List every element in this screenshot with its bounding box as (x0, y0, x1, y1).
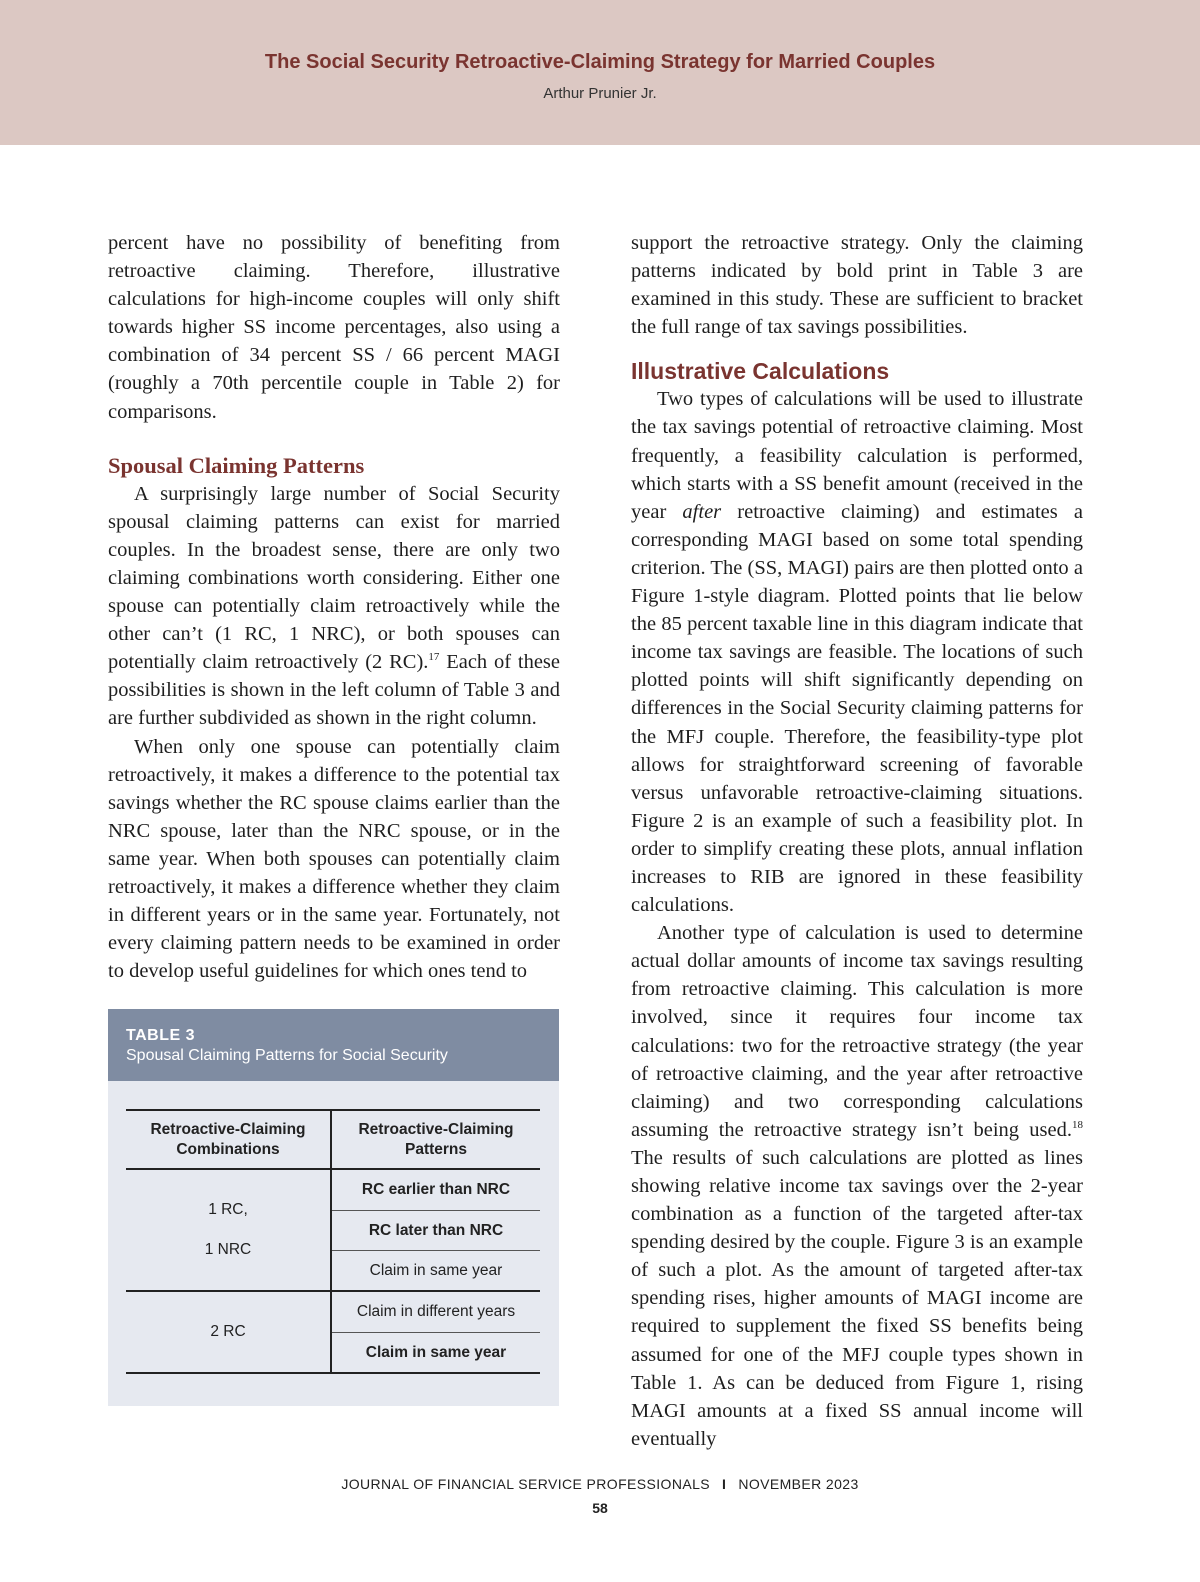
illustrative-paragraph-1 (631, 385, 1083, 919)
right-column (631, 229, 1083, 1453)
table-label: TABLE 3 (126, 1027, 195, 1044)
spousal-paragraph-1 (108, 480, 560, 733)
pattern-cell: Claim in same year (332, 1250, 540, 1290)
table-group-1rc (126, 1170, 540, 1290)
page-number: 58 (592, 1500, 608, 1516)
combo-label: 1 RC, (208, 1201, 248, 1218)
journal-name: JOURNAL OF FINANCIAL SERVICE PROFESSIONALS (341, 1476, 711, 1492)
footnote-ref-18: 18 (1072, 1118, 1083, 1131)
header-band (0, 0, 1200, 145)
claiming-patterns-table (126, 1109, 540, 1374)
illustrative-p2-text-cont: The results of such calculations are plotted as lines showing relative income tax savings over the 2-year combination as a function of the targeted after-tax spending desired by the couple. Figure 3 is an example of such a plot. As the amount of targeted after-tax spending rises, higher amounts of MAGI income are required to supplement the fixed SS benefits being assumed for one of the MFJ couple types shown in Table 1. As can be deduced from Figure 1, rising MAGI amounts at a fixed SS annual income will eventually (631, 1146, 1083, 1450)
table-3 (108, 1009, 559, 1406)
spousal-p1-text-cont: Each of these possibilities is shown in the left column of Table 3 and are further subdivided as shown in the right column. (108, 651, 560, 730)
page-footer (0, 1476, 1200, 1492)
pattern-cell: Claim in different years (356, 1303, 516, 1320)
combo-cell (126, 1170, 332, 1290)
footer-separator: I (722, 1476, 727, 1492)
section-heading-spousal: Spousal Claiming Patterns (108, 452, 365, 478)
section-heading-illustrative: Illustrative Calculations (631, 358, 890, 385)
spousal-p1-text: A surprisingly large number of Social Security spousal claiming patterns can exist for married couples. In the broadest sense, there are only two claiming combinations worth considering. Either one spouse can potentially claim retroactively while the other can’t (1 RC, 1 NRC), or both spouses can potentially claim retroactively (2 RC). (108, 482, 560, 674)
pattern-cell: RC later than NRC (332, 1210, 540, 1250)
table-group-2rc (126, 1290, 540, 1372)
article-title: The Social Security Retroactive-Claiming Strategy for Married Couples (264, 51, 936, 73)
spousal-paragraph-2: When only one spouse can potentially claim retroactively, it makes a difference to the potential tax savings whether the RC spouse claims earlier than the NRC spouse, later than the NRC spouse, or in the same year. When both spouses can potentially claim retroactively, it makes a difference whether they claim in different years or in the same year. Fortunately, not every claiming pattern needs to be examined in order to develop useful guidelines for which ones tend to (108, 735, 560, 983)
pattern-cell: Claim in same year (332, 1332, 540, 1372)
col-header-combinations: Retroactive-Claiming Combinations (126, 1111, 332, 1168)
left-column (108, 229, 560, 985)
illustrative-p1-text: Two types of calculations will be used to illustrate the tax savings potential of retroactive claiming. Most frequently, a feasibility calculation is performed, which starts with a SS benefit amount (received in the year (631, 388, 1083, 523)
combo-cell (126, 1292, 332, 1372)
illustrative-p2-text: Another type of calculation is used to determine actual dollar amounts of income tax savings resulting from retroactive claiming. This calculation is more involved, since it requires four income tax calculations: two for the retroactive strategy (the year of retroactive claiming, and the year after retroactive claiming) and two corresponding calculations assuming the retroactive strategy isn’t being used. (631, 922, 1083, 1141)
table-header-bar (108, 1009, 559, 1081)
article-author: Arthur Prunier Jr. (543, 85, 657, 102)
table-caption: Spousal Claiming Patterns for Social Security (126, 1047, 448, 1064)
right-intro-paragraph: support the retroactive strategy. Only the claiming patterns indicated by bold print in Table 3 are examined in this study. These are sufficient to bracket the full range of tax savings possibilities. (631, 232, 1083, 339)
issue-date: NOVEMBER 2023 (738, 1476, 859, 1492)
illustrative-p1-text-cont: retroactive claiming) and estimates a corresponding MAGI based on some total spending criterion. The (SS, MAGI) pairs are then plotted onto a Figure 1-style diagram. Plotted points that lie below the 85 percent taxable line in this diagram indicate that income tax savings are feasible. The locations of such plotted points will shift significantly depending on differences in the Social Security claiming patterns for the MFJ couple. Therefore, the feasibility-type plot allows for straightforward screening of favorable versus unfavorable retroactive-claiming situations. Figure 2 is an example of such a feasibility plot. In order to simplify creating these plots, annual inflation increases to RIB are ignored in these feasibility calculations. (631, 500, 1083, 917)
combo-label: 2 RC (210, 1323, 246, 1340)
pattern-cell: RC earlier than NRC (361, 1181, 511, 1198)
left-intro-paragraph: percent have no possibility of benefiting from retroactive claiming. Therefore, illustrative calculations for high-income couples will only shift towards higher SS income percentages, also using a combination of 34 percent SS / 66 percent MAGI (roughly a 70th percentile couple in Table 2) for comparisons. (108, 232, 560, 423)
table-header-row (126, 1111, 540, 1170)
footnote-ref-17: 17 (428, 651, 440, 664)
col-header-patterns: Retroactive-Claiming Patterns (358, 1120, 514, 1158)
combo-label: 1 NRC (204, 1241, 252, 1258)
emphasis-after: after (682, 500, 722, 523)
illustrative-paragraph-2 (631, 919, 1083, 1453)
